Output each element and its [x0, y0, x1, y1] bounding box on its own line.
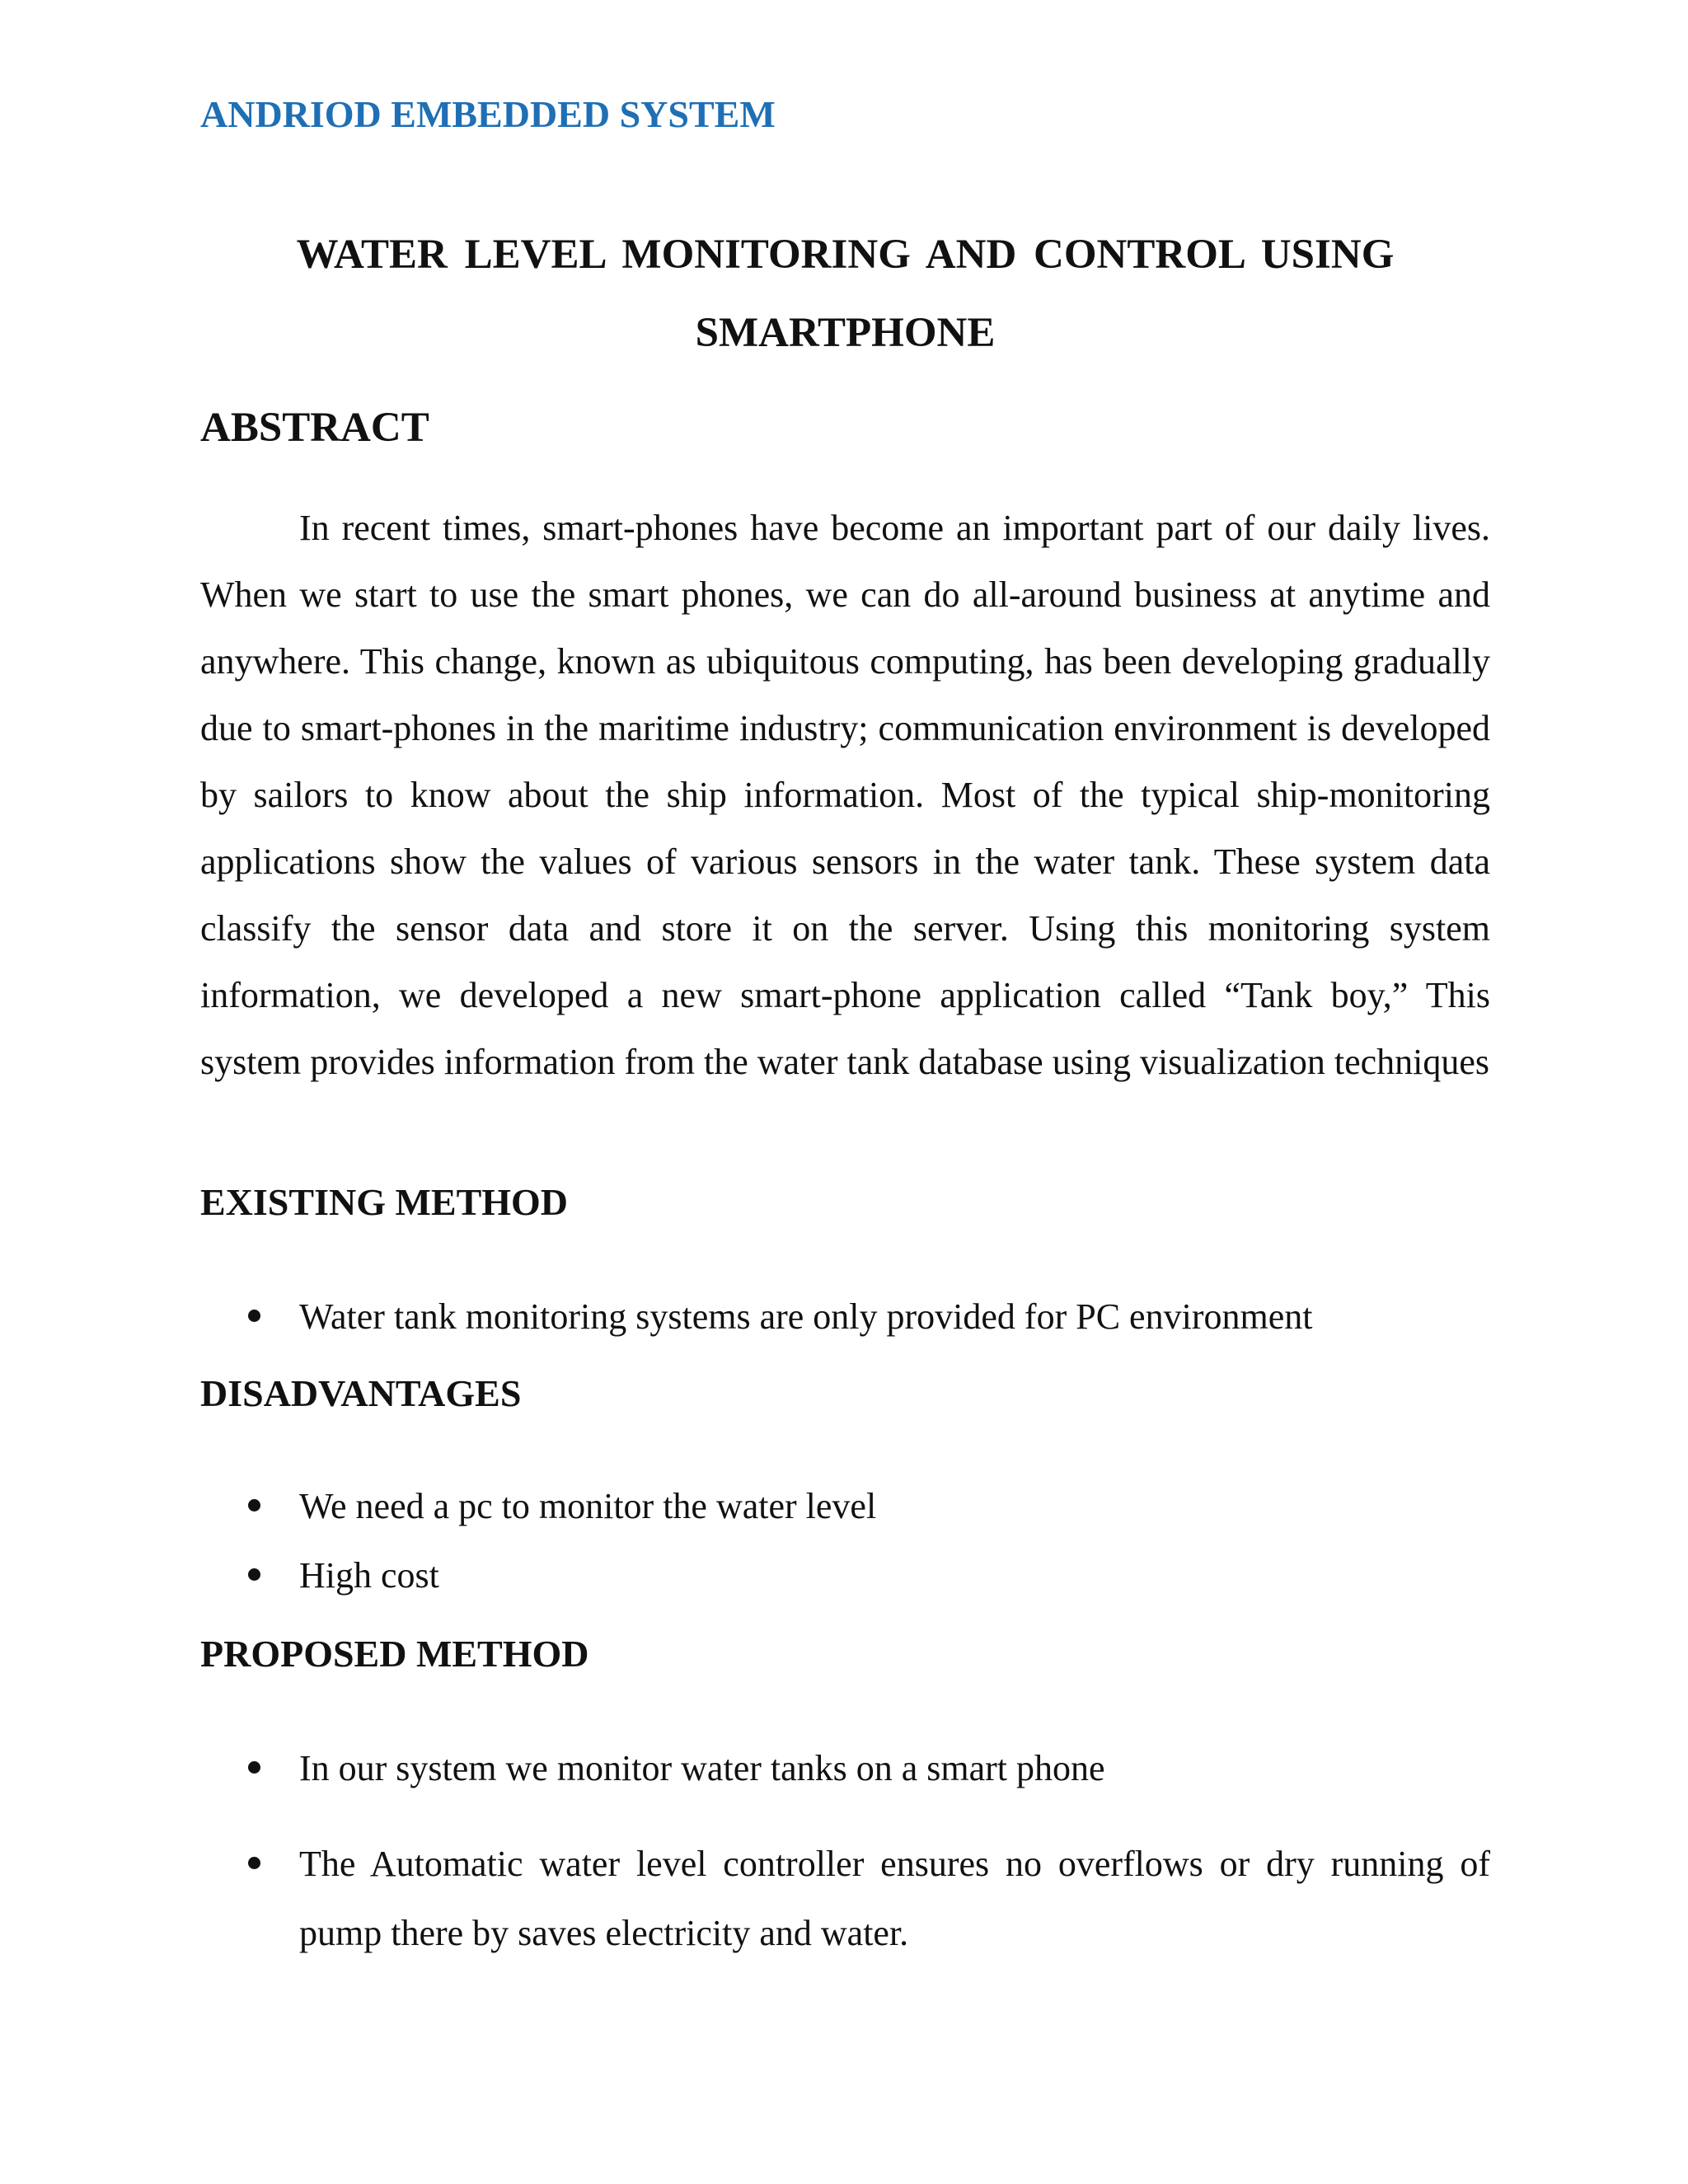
bullet-icon [248, 1499, 260, 1511]
list-item [200, 1830, 1490, 1968]
abstract-paragraph: In recent times, smart-phones have become an important part of our daily lives. When we start to use the smart phones, we can do all-around business at anytime and anywhere. This change, known as ubiquitous computing, has been developing gradually due to smart-phones in the maritime industry; communication environment is developed by sailors to know about the ship information. Most of the typical ship-monitoring applications show the values of various sensors in the water tank. These system data classify the sensor data and store it on the server. Using this monitoring system information, we developed a new smart-phone application called “Tank boy,” This system provides information from the water tank database using visualization techniques [200, 508, 1490, 1082]
list-item [200, 1282, 1490, 1352]
bullet-icon [248, 1761, 260, 1774]
bullet-icon [248, 1857, 260, 1869]
list-item-text: We need a pc to monitor the water level [299, 1486, 877, 1526]
header-label: ANDRIOD EMBEDDED SYSTEM [200, 93, 776, 135]
list-item-text: The Automatic water level controller ensures no overflows or dry running of pump there by saves electricity and water. [299, 1844, 1490, 1953]
list-item-text: Water tank monitoring systems are only provided for PC environment [299, 1296, 1313, 1337]
bullet-icon [248, 1568, 260, 1581]
abstract-heading: ABSTRACT [200, 405, 429, 451]
proposed-method-list [200, 1734, 1490, 1968]
disadvantages-heading: DISADVANTAGES [200, 1372, 522, 1414]
existing-method-list [200, 1282, 1490, 1352]
document-title: WATER LEVEL MONITORING AND CONTROL USING SMARTPHONE [296, 232, 1395, 356]
existing-method-heading: EXISTING METHOD [200, 1181, 569, 1223]
list-item [200, 1734, 1490, 1803]
list-item-text: High cost [299, 1555, 439, 1596]
bullet-icon [248, 1310, 260, 1322]
disadvantages-list [200, 1472, 1490, 1610]
proposed-method-heading: PROPOSED METHOD [200, 1633, 589, 1675]
list-item-text: In our system we monitor water tanks on a smart phone [299, 1748, 1105, 1788]
list-item [200, 1541, 1490, 1610]
list-item [200, 1472, 1490, 1541]
